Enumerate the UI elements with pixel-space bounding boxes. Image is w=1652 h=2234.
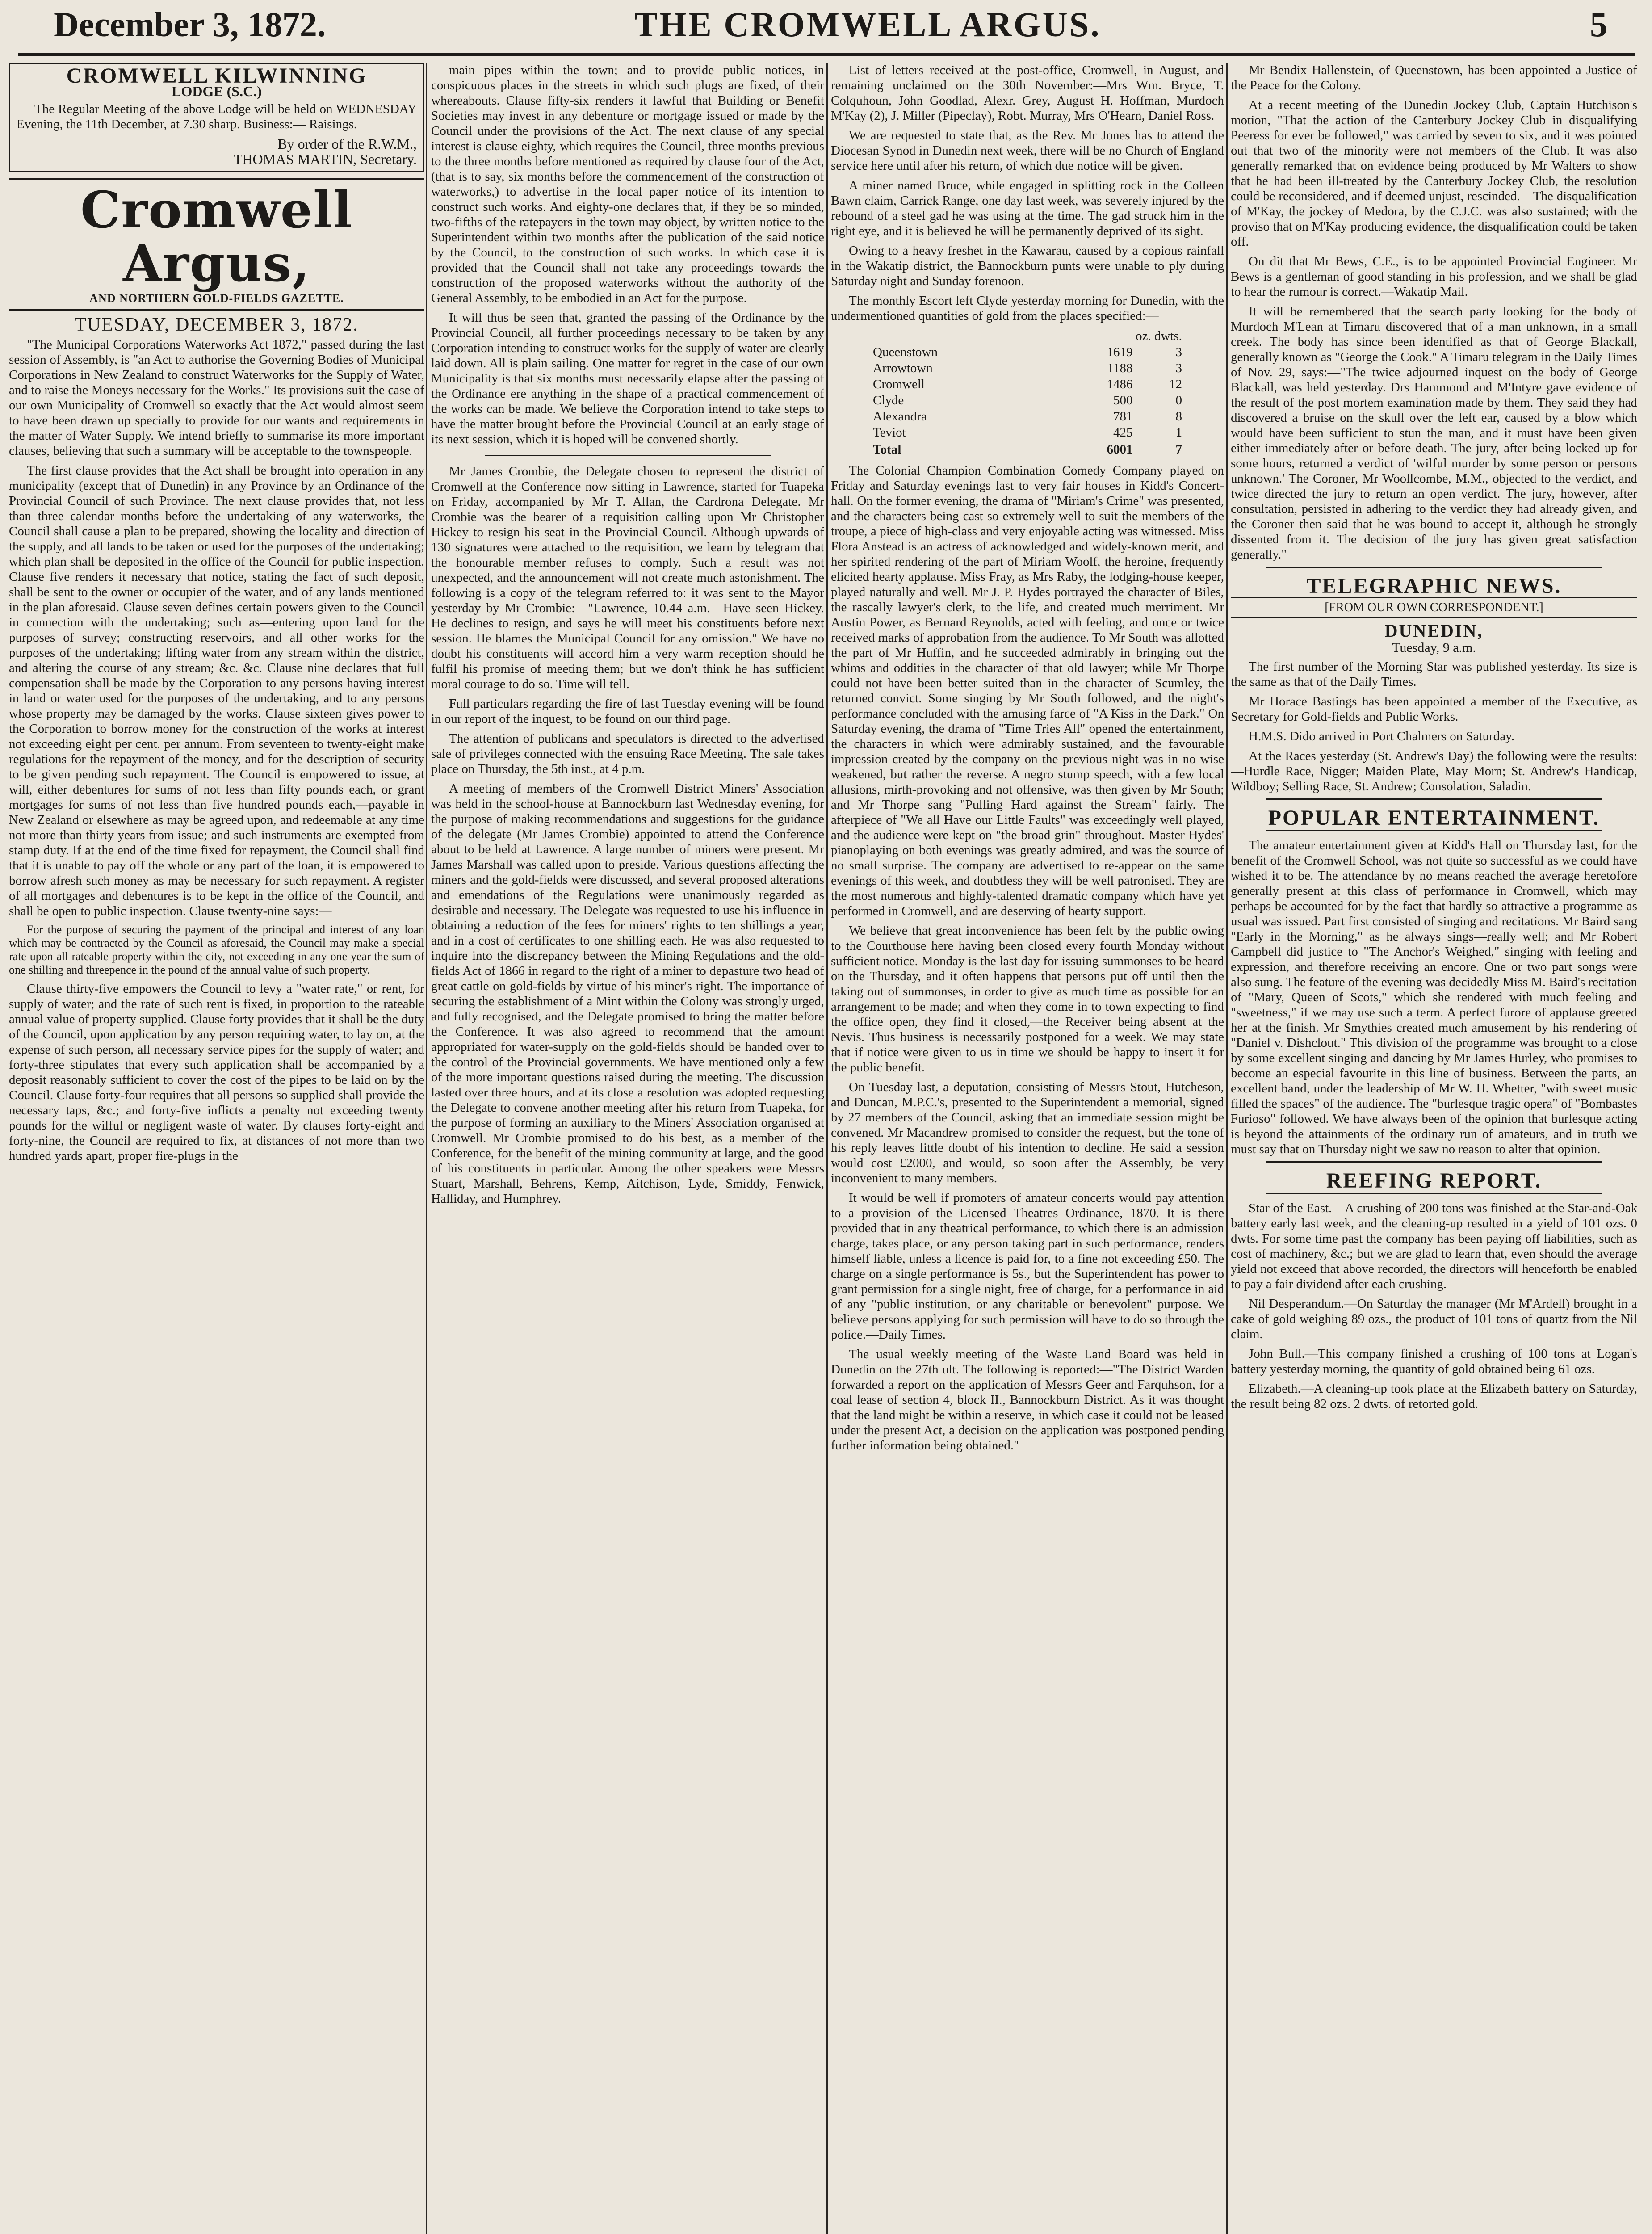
- escort-units: oz. dwts.: [1136, 329, 1182, 343]
- escort-place: Arrowtown: [873, 361, 933, 375]
- escort-place: Alexandra: [873, 409, 927, 424]
- table-row: [870, 424, 1185, 441]
- escort-oz: 500: [1113, 393, 1133, 407]
- reefing-heading: REEFING REPORT.: [1326, 1169, 1542, 1193]
- news-item-escort: The monthly Escort left Clyde yesterday morning for Dunedin, with the undermentioned quantities of gold from the places specified:—: [831, 294, 1224, 323]
- news-item-john-bull: John Bull.—This company finished a crushing of 100 tons at Logan's battery yesterday morning, the quantity of gold obtained being 61 ozs.: [1231, 1347, 1637, 1376]
- escort-place: Cromwell: [873, 377, 925, 391]
- news-item-bastings: Mr Horace Bastings has been appointed a member of the Executive, as Secretary for Gold-fields and Public Works.: [1231, 694, 1637, 724]
- news-item-publicans: The attention of publicans and speculators is directed to the advertised sale of privileges connected with the ensuing Race Meeting. The sale takes place on Thursday, the 5th inst., at 4 p.m.: [431, 731, 824, 776]
- lodge-subtitle: LODGE (S.C.): [172, 83, 262, 99]
- divider: [1266, 1193, 1602, 1194]
- table-row: [870, 360, 1185, 376]
- editorial-paragraph: The first clause provides that the Act shall be brought into operation in any municipality (except that of Dunedin) in any Province by an Ordinance of the Provincial Council of such Province. The next clause provides that, not less than three calendar months before the undertaking of any waterworks, the Council shall cause a plan to be prepared, showing the locality and direction of the supply, and all lands to be taken or used for the purposes of the undertaking; which plan shall be deposited in the office of the Council for public inspection. Clause five renders it necessary that notice, stating the fact of such deposit, shall be sent to the owner or occupier of the water, and of any lands mentioned in the plan aforesaid. Clause seven defines certain powers given to the Council in connection with the undertaking; such as—entering upon land for the purposes of survey; constructing reservoirs, and all other works for the purposes of the undertaking; lifting water from any stream within the district, and altering the course of any stream; &c. &c. Clause nine declares that full compensation shall be made by the Corporation to any persons having interest in land or water used for the purposes of the undertaking, and to any persons whose property may be damaged by the works. Clause sixteen gives power to the Corporation to borrow money for the construction of the works at interest not exceeding eight per cent. per annum. From seventeen to twenty-eight make regulations for the repayment of the money, and for the description of security to be given pending such repayment. The Council is empowered to issue, at will, either debentures for sums of not less than fifty pounds each, or grant mortgages for sums of not less than five hundred pounds each,—payable in New Zealand or elsewhere as may be agreed upon, and redeemable at any time not more than thirty years from issue; and such instruments are exempted from stamp duty. If at the end of the time fixed for repayment, the Council shall find that it is unable to pay off the whole or any part of the loan, it is empowered to borrow afresh such money as may be necessary for such repayment. A register of all mortgages and debentures is to be kept in the office of the Council, and shall be open to public inspection. Clause twenty-nine says:—: [9, 463, 424, 918]
- escort-dwts: 3: [1175, 345, 1182, 359]
- escort-total-oz: 6001: [1051, 441, 1136, 458]
- lodge-signature: THOMAS MARTIN, Secretary.: [233, 151, 417, 167]
- escort-dwts: 0: [1175, 393, 1182, 407]
- escort-total-row: [870, 441, 1185, 458]
- news-item-hallenstein: Mr Bendix Hallenstein, of Queenstown, has been appointed a Justice of the Peace for the Colony.: [1231, 63, 1637, 92]
- telegraphic-heading: TELEGRAPHIC NEWS.: [1306, 574, 1562, 598]
- escort-oz: 425: [1113, 425, 1133, 440]
- news-item-elizabeth: Elizabeth.—A cleaning-up took place at the Elizabeth battery on Saturday, the result being 82 ozs. 2 dwts. of retorted gold.: [1231, 1382, 1637, 1411]
- running-head: [0, 0, 1652, 54]
- popular-heading: POPULAR ENTERTAINMENT.: [1268, 806, 1600, 830]
- escort-oz: 1188: [1107, 361, 1133, 375]
- escort-units-row: [870, 328, 1185, 344]
- divider: [1266, 1161, 1602, 1163]
- news-item-nil-desperandum: Nil Desperandum.—On Saturday the manager (Mr M'Ardell) brought in a cake of gold weighing 89 ozs., the product of 101 tons of quartz from the Nil claim.: [1231, 1297, 1637, 1341]
- column-rule: [1226, 63, 1228, 2234]
- news-item-champion: The Colonial Champion Combination Comedy Company played on Friday and Saturday evenings last to very fair houses in Kidd's Concert-hall. On the former evening, the drama of "Miriam's Crime" was presented, and the characters being cast so extremely well to suit the members of the troupe, a piece of high-class and very enjoyable acting was witnessed. Miss Flora Anstead is an actress of acknowledged and widely-known merit, and her spirited rendering of the part of Miriam Woolf, the heroine, frequently elicited hearty applause. Miss Fray, as Mrs Raby, the lodging-house keeper, played naturally and well. Mr J. P. Hydes portrayed the character of Biles, the rascally lawyer's clerk, to the life, and created much merriment. Mr Austin Power, as Bernard Reynolds, acted with feeling, and once or twice received marks of approbation from the audience. To Mr South was allotted the part of Mr Huffin, and he succeeded admirably in bringing out the whims and oddities in the character of that old lawyer; while Mr Thorpe could not have been better suited than in the character of Scumley, the returned convict. Some singing by Mr South followed, and the night's performance concluded with the amusing farce of "A Kiss in the Dark." On Saturday evening, the drama of "Time Tries All" opened the entertainment, the characters in which were admirably sustained, and the favourable impression created by the company on the previous night was in no wise weakened, but rather the reverse. A negro stump speech, with a few local allusions, mirth-provoking and not offensive, was then given by Mr South; and Mr Thorpe sang "Pulling Hard against the Stream" fairly. The afterpiece of "We all Have our Little Faults" was exceedingly well played, and the audience were kept on "the broad grin" throughout. Master Hydes' pianoplaying on both evenings was greatly admired, and was the source of no small surprise. The company are advertised to re-appear on the same evenings of this week, and doubtless they will be well patronised. They are the most numerous and highly-talented dramatic company which have yet performed in Cromwell, and are deserving of hearty support.: [831, 463, 1224, 918]
- escort-total-dwts: 7: [1136, 441, 1185, 458]
- editorial-dateline: TUESDAY, DECEMBER 3, 1872.: [75, 315, 359, 335]
- editorial-paragraph: Clause thirty-five empowers the Council to levy a "water rate," or rent, for supply of water; and the rate of such rent is fixed, in proportion to the rateable annual value of property supplied. Clause forty provides that it shall be the duty of the Council, upon application by any person requiring water, to lay on, at the expense of such person, all necessary service pipes for the supply of water; and forty-three stipulates that every such application shall be accompanied by a deposit reasonably sufficient to cover the cost of the pipes to be laid on by the Council. Clause forty-four requires that all persons so supplied shall provide the necessary taps, &c.; and forty-five inflicts a penalty not exceeding twenty pounds for the wilful or negligent waste of water. By clauses forty-eight and forty-nine, the Council are required to fix, at distances of not more than two hundred yards apart, proper fire-plugs in the: [9, 982, 424, 1163]
- editorial-quote: For the purpose of securing the payment of the principal and interest of any loan which may be contracted by the Council as aforesaid, the Council may make a special rate upon all rateable property within the city, not exceeding in any one year the sum of one shilling and threepence in the pound of the annual value of such property.: [9, 923, 424, 976]
- page-number: 5: [1590, 5, 1607, 44]
- news-item-entertainment: The amateur entertainment given at Kidd's Hall on Thursday last, for the benefit of the Cromwell School, was not quite so successful as we could have wished it to be. The attendance by no means reached the average heretofore generally present at this class of performance in Cromwell, which may perhaps be accounted for by the fact that hardly so attractive a programme as usual was issued. Part first consisted of singing and recitations. Mr Baird sang "Early in the Morning," as he always sings—really well; and Mr Robert Campbell did justice to "The Anchor's Weighed," singing with feeling and expression, and therefore receiving an encore. One or two part songs were also sung. The feature of the evening was decidedly Miss M. Baird's recitation of "Mary, Queen of Scots," which she rendered with much feeling and "sweetness," if we may use such a term. A perfect furore of applause greeted her at the finish. Mr Smythies created much amusement by his rendering of "Daniel v. Dishclout." This division of the programme was brought to a close by some excellent singing and dancing by Mr James Hurley, who promises to become an especial favourite in this line of business. Between the parts, an excellent band, under the leadership of Mr W. H. Whetter, "with sweet music filled the spaces" of the audience. The "burlesque tragic opera" of "Bombastes Furioso" followed. We have always been of the opinion that burlesque acting is beyond the attainments of the ordinary run of amateurs, and in truth we must say that on Thursday night we saw no reason to alter that opinion.: [1231, 838, 1637, 1156]
- column-2: [431, 63, 824, 2234]
- column-3: [831, 63, 1224, 2234]
- paper-title: THE CROMWELL ARGUS.: [634, 5, 1101, 44]
- lodge-notice: [9, 63, 424, 172]
- escort-dwts: 1: [1175, 425, 1182, 440]
- masthead: [9, 178, 424, 311]
- news-item-court: We believe that great inconvenience has been felt by the public owing to the Courthouse here having been closed every fourth Monday without sufficient notice. Monday is the last day for issuing summonses to be heard on the Thursday, and it often happens that persons put off until then the taking out of summonses, in order to give as much time as possible for an arrangement to be made; and when they come in to town expecting to find the office open, they find it closed,—the Receiver being absent at the Nevis. Thus business is necessarily postponed for a week. We may state that if notice were given to us in time we should be happy to insert it for the public benefit.: [831, 924, 1224, 1075]
- table-row: [870, 408, 1185, 424]
- news-item-deputation: On Tuesday last, a deputation, consisting of Messrs Stout, Hutcheson, and Duncan, M.P.C.'s, presented to the Superintendent a memorial, signed by 27 members of the Council, asking that an immediate session might be convened. Mr Macandrew promised to consider the request, but the tone of his reply leaves little doubt of his intention to decline. He said a session would cost £2000, and would, so soon after the Assembly, be very inconvenient to many members.: [831, 1080, 1224, 1185]
- correspondent-note: [FROM OUR OWN CORRESPONDENT.]: [1231, 597, 1637, 618]
- table-row: [870, 392, 1185, 408]
- dunedin-dateline: DUNEDIN,: [1384, 621, 1484, 641]
- news-item-dido: H.M.S. Dido arrived in Port Chalmers on Saturday.: [1249, 729, 1514, 743]
- escort-place: Teviot: [873, 425, 906, 440]
- news-item-timaru: It will be remembered that the search party looking for the body of Murdoch M'Lean at Timaru discovered that of a man unknown, in a small creek. The body has since been identified as that of George Blackall, generally known as "George the Cook." A Timaru telegram in the Daily Times of Nov. 29, says:—"The twice adjourned inquest on the body of George Blackall, was held yesterday. Drs Hammond and M'Intyre gave evidence of the result of the post mortem examination made by them. They said they had discovered a bruise on the skull over the left ear, caused by a blow which would have been sufficient to stun the man, and it must have been given either immediately after or before death. The jury, after being locked up for some hours, returned a verdict of 'wilful murder by some person or persons unknown.' The Coroner, Mr Woollcombe, M.M., objected to the verdict, and twice directed the jury to return an open verdict. The jury, however, after consultation, persisted in adhering to the verdict they had already given, and the Coroner then said that he was bound to accept it, although he strongly dissented from it. The decision of the jury has given great satisfaction generally.": [1231, 304, 1637, 562]
- news-item-crombie: Mr James Crombie, the Delegate chosen to represent the district of Cromwell at the Conference now sitting in Lawrence, started for Tuapeka on Friday, accompanied by Mr T. Allan, the Cardrona Delegate. Mr Crombie was the bearer of a requisition calling upon Mr Christopher Hickey to resign his seat in the Provincial Council. Although upwards of 130 signatures were attached to the requisition, we learn by telegram that the honourable member refuses to comply. Such a result was not unexpected, and the announcement will not create much astonishment. The following is a copy of the telegram referred to: it was sent to the Mayor yesterday by Mr Crombie:—"Lawrence, 10.44 a.m.—Have seen Hickey. He declines to resign, and says he will meet his constituents before next session. He blames the Municipal Council for any omission." We have no doubt his constituents will accord him a very warm reception should he fulfil his promise of meeting them; but we don't think he has sufficient moral courage to do so. Time will tell.: [431, 464, 824, 691]
- table-row: [870, 344, 1185, 360]
- lodge-title: CROMWELL KILWINNING: [66, 64, 367, 88]
- editorial-paragraph: "The Municipal Corporations Waterworks Act 1872," passed during the last session of Assembly, is "an Act to authorise the Governing Bodies of Municipal Corporations in New Zealand to construct Waterworks for the Supply of Water, and to raise the Moneys necessary for the Works." Its provisions suit the case of our own Municipality of Cromwell so exactly that the Act would almost seem to have been drawn up specially to provide for our wants and requirements in the matter of Water Supply. We intend briefly to summarise its more important clauses, believing that such a summary will be acceptable to the townspeople.: [9, 337, 424, 458]
- lodge-order: By order of the R.W.M.,: [277, 136, 417, 152]
- news-item-races: At the Races yesterday (St. Andrew's Day) the following were the results:—Hurdle Race, Nigger; Maiden Plate, May Morn; St. Andrew's Handicap, Wildboy; Selling Race, St. Andrew; Consolation, Saladin.: [1231, 749, 1637, 794]
- issue-date: December 3, 1872.: [54, 5, 326, 44]
- escort-oz: 1486: [1107, 377, 1133, 391]
- editorial-paragraph: main pipes within the town; and to provide public notices, in conspicuous places in the streets in which such plugs are fixed, of their whereabouts. Clause fifty-six renders it lawful that Building or Benefit Societies may invest in any debenture or mortgage issued or made by the Council under the provisions of the Act. The next clause of any special interest is clause eighty, which requires the Council, three months previous to the three months before mentioned as required by clause four of the Act, (that is to say, six months before the commencement of the construction of waterworks,) to advertise in the local paper notice of its intention to construct such works. And eighty-one declares that, if they be so minded, two-fifths of the ratepayers in the town may object, by written notice to the Superintendent within two months after the publication of the said notice by the Council, to the construction of such works. In which case it is provided that the Council shall not take any proceedings towards the construction of the proposed waterworks without the authority of the General Assembly, to be embodied in an Act for the purpose.: [431, 63, 824, 305]
- news-item-star-east: Star of the East.—A crushing of 200 tons was finished at the Star-and-Oak battery early last week, and the cleaning-up resulted in a yield of 101 ozs. 0 dwts. For some time past the company has been paying off liabilities, such as cost of machinery, &c.; but we are glad to learn that, even should the average yield not exceed that above recorded, the directors will henceforth be enabled to pay a fair dividend after each crushing.: [1231, 1201, 1637, 1291]
- editorial-paragraph: It will thus be seen that, granted the passing of the Ordinance by the Provincial Council, all further proceedings necessary to be taken by any Corporation intending to construct works for the supply of water are clearly laid down. All is plain sailing. One matter for regret in the case of our own Municipality is that six months must necessarily elapse after the passing of the Ordinance ere anything in the shape of a practical commencement of the works can be made. We believe the Corporation intend to take steps to have the matter brought before the Provincial Council at an early stage of its next session, which it is hoped will be convened shortly.: [431, 311, 824, 446]
- escort-oz: 781: [1113, 409, 1133, 424]
- news-item-letters: List of letters received at the post-office, Cromwell, in August, and remaining unclaimed on the 30th November:—Mrs Wm. Bryce, T. Colquhoun, John Goodlad, Alexr. Grey, August H. Hoffman, Murdoch M'Kay (2), J. Miller (Pipeclay), Robt. Murray, Mrs O'Hearn, Daniel Ross.: [831, 63, 1224, 123]
- header-rule: [18, 53, 1635, 56]
- divider: [1266, 567, 1602, 568]
- divider: [1266, 830, 1602, 831]
- escort-dwts: 3: [1175, 361, 1182, 375]
- escort-place: Queenstown: [873, 345, 938, 359]
- escort-table: [870, 328, 1185, 458]
- news-item-jockey: At a recent meeting of the Dunedin Jockey Club, Captain Hutchison's motion, "That the action of the Canterbury Jockey Club in disqualifying Peeress for ever be followed," was carried by seven to six, and it was pointed out that two of the minority were not members of the Club. It was also generally remarked that on evidence being produced by Mr Walters to show that he had been ill-treated by the Canterbury Jockey Club, the resolution could be reconsidered, and if deemed unjust, rescinded.—The disqualification of M'Kay, the jockey of Medora, by the C.J.C. was also sustained; with the proviso that on M'Kay producing evidence, the disqualification could be taken off.: [1231, 98, 1637, 249]
- news-item-freshet: Owing to a heavy freshet in the Kawarau, caused by a copious rainfall in the Wakatip district, the Bannockburn punts were unable to ply during Saturday night and Sunday forenoon.: [831, 244, 1224, 288]
- escort-place: Clyde: [873, 393, 904, 407]
- news-item-waste-land: The usual weekly meeting of the Waste Land Board was held in Dunedin on the 27th ult. The following is reported:—"The District Warden forwarded a report on the application of Messrs Geer and Farquhson, for a coal lease of section 4, block II., Bannockburn District. As it was thought that the land might be within a reserve, in which case it could not be leased under the present Act, a decision on the application was postponed pending further information being obtained.": [831, 1347, 1224, 1453]
- news-item-jones: We are requested to state that, as the Rev. Mr Jones has to attend the Diocesan Synod in Dunedin next week, there will be no Church of England service here until after his return, of which due notice will be given.: [831, 128, 1224, 173]
- news-item-bews: On dit that Mr Bews, C.E., is to be appointed Provincial Engineer. Mr Bews is a gentleman of good standing in his profession, and we shall be glad to hear the rumour is correct.—Wakatip Mail.: [1231, 254, 1637, 299]
- column-1: [9, 63, 424, 2234]
- escort-oz: 1619: [1107, 345, 1133, 359]
- news-item-inquest: Full particulars regarding the fire of last Tuesday evening will be found in our report of the inquest, to be found on our third page.: [431, 697, 824, 726]
- column-rule: [826, 63, 828, 2234]
- escort-total-label: Total: [870, 441, 1051, 458]
- escort-dwts: 12: [1169, 377, 1182, 391]
- masthead-subtitle: AND NORTHERN GOLD-FIELDS GAZETTE.: [89, 292, 344, 305]
- news-item-morning-star: The first number of the Morning Star was published yesterday. Its size is the same as that of the Daily Times.: [1231, 659, 1637, 689]
- divider: [1266, 798, 1602, 800]
- news-item-miners: A meeting of members of the Cromwell District Miners' Association was held in the school-house at Bannockburn last Wednesday evening, for the purpose of making recommendations and suggestions for the guidance of the delegate (Mr James Crombie) appointed to attend the Conference about to be held at Lawrence. A large number of miners were present. Mr James Marshall was called upon to preside. Various questions affecting the miners and the gold-fields were discussed, and several proposed alterations and emendations of the Regulations were unanimously regarded as desirable and necessary. The Delegate was requested to use his influence in obtaining a reduction of the fees for miners' rights to ten shillings a year, and in a cost of certificates to one shilling each. He was also requested to inquire into the discrepancy between the Mining Regulations and the old-fields Act of 1866 in regard to the right of a miner to depasture two head of great cattle on gold-fields by virtue of his miner's right. The importance of securing the establishment of a Mint within the Colony was strongly urged, and fully recognised, and the Delegate promised to bring the matter before the Conference. It was also agreed to recommend that the amount appropriated for water-supply on the gold-fields should be handed over to the control of the Provincial governments. We have mentioned only a few of the more important questions raised during the meeting. The discussion lasted over three hours, and at its close a resolution was adopted requesting the Delegate to convene another meeting after his return from Tuapeka, for the purpose of forming an auxiliary to the Miners' Association organised at Cromwell. Mr Crombie promised to do his best, as a member of the Conference, for the benefit of the mining community at large, and the good of his constituents in particular. Among the other speakers were Messrs Stuart, Marshall, Behrens, Kemp, Aitchison, Lyde, Smiddy, Fenwick, Halliday, and Humphrey.: [431, 781, 824, 1206]
- news-item-bruce: A miner named Bruce, while engaged in splitting rock in the Colleen Bawn claim, Carrick Range, one day last week, was severely injured by the rebound of a steel gad he was using at the time. The gad struck him in the right eye, and it is believed he will be permanently deprived of its sight.: [831, 178, 1224, 238]
- column-rule: [426, 63, 427, 2234]
- divider: [485, 455, 771, 456]
- table-row: [870, 376, 1185, 392]
- masthead-name: Cromwell Argus,: [80, 181, 353, 293]
- escort-dwts: 8: [1175, 409, 1182, 424]
- news-item-theatres: It would be well if promoters of amateur concerts would pay attention to a provision of the Licensed Theatres Ordinance, 1870. It is there provided that in any theatrical performance, to which there is an admission charge, takes place, or any person taking part in such performance, renders himself liable, unless a licence is paid for, to a fine not exceeding £50. The charge on a single performance is 5s., but the Superintendent has power to grant permission for a single night, free of charge, for a performance in aid of any "public institution, or any charitable or benevolent" purpose. We believe persons applying for such permission will have to do so through the police.—Daily Times.: [831, 1191, 1224, 1342]
- lodge-body: The Regular Meeting of the above Lodge will be held on WEDNESDAY Evening, the 11th December, at 7.30 sharp. Business:— Raisings.: [17, 102, 417, 131]
- dunedin-time: Tuesday, 9 a.m.: [1392, 640, 1476, 655]
- column-4: [1231, 63, 1637, 2234]
